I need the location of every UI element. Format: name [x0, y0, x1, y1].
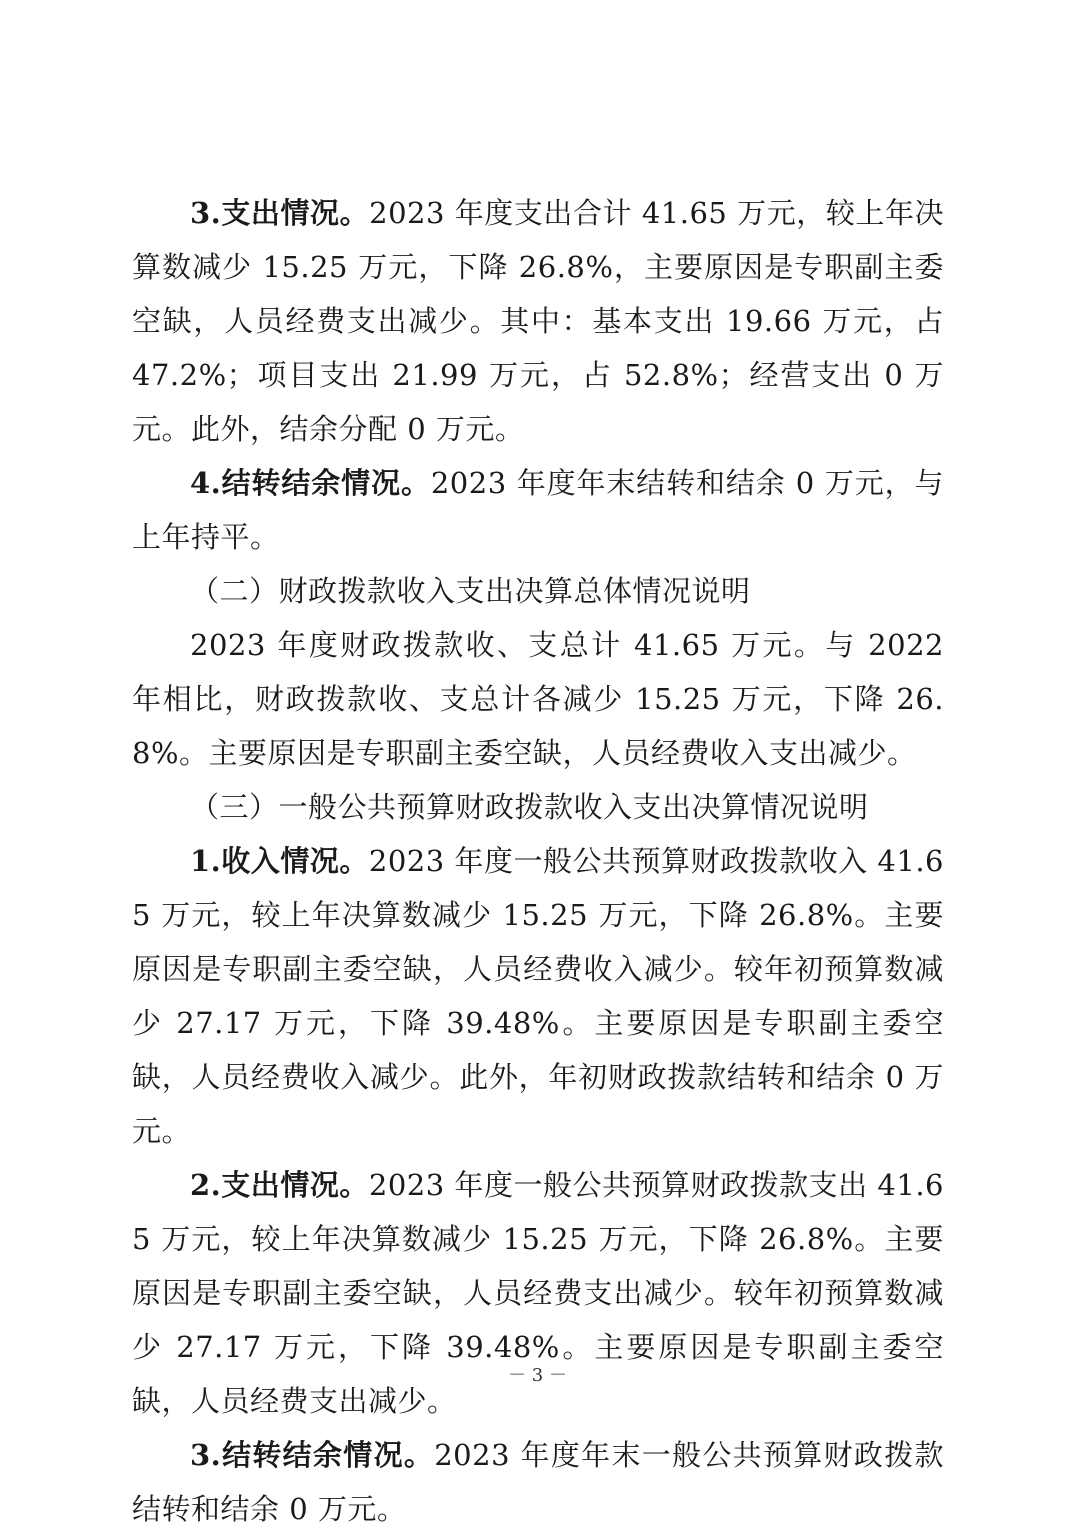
section-heading-2: （二）财政拨款收入支出决算总体情况说明 — [190, 574, 751, 608]
paragraph-carryover — [132, 456, 944, 564]
paragraph-text: 2023 年度支出合计 41.65 万元，较上年决算数减少 15.25 万元，下降 26.8%，主要原因是专职副主委空缺，人员经费支出减少。其中：基本支出 19.66 万元，占 47.2%；项目支出 21.99 万元，占 52.8%；经营支出 0 万元。此外，结余分配 0 万元。 — [132, 196, 945, 446]
paragraph-text: 2023 年度年末一般公共预算财政拨款结转和结余 0 万元。 — [132, 1438, 944, 1526]
paragraph-lead: 3.支出情况。 — [190, 196, 370, 230]
page-number: － 3 － — [508, 1365, 567, 1386]
section-heading-3: （三）一般公共预算财政拨款收入支出决算情况说明 — [190, 790, 869, 824]
paragraph-text: 2023 年度一般公共预算财政拨款支出 41.65 万元，较上年决算数减少 15.25 万元，下降 26.8%。主要原因是专职副主委空缺，人员经费支出减少。较年初预算数减少 27.17 万元，下降 39.48%。主要原因是专职副主委空缺，人员经费支出减少。 — [132, 1168, 944, 1418]
paragraph-text: 2023 年度一般公共预算财政拨款收入 41.65 万元，较上年决算数减少 15.25 万元，下降 26.8%。主要原因是专职副主委空缺，人员经费收入减少。较年初预算数减少 27.17 万元，下降 39.48%。主要原因是专职副主委空缺，人员经费收入减少。此外，年初财政拨款结转和结余 0 万元。 — [132, 844, 944, 1148]
paragraph-text: 2023 年度年末结转和结余 0 万元，与上年持平。 — [132, 466, 944, 554]
paragraph-gp-income — [132, 834, 944, 1158]
paragraph-expenditure — [132, 186, 944, 456]
paragraph-lead: 3.结转结余情况。 — [190, 1438, 435, 1472]
document-body — [132, 186, 944, 1536]
paragraph-section2-body: 2023 年度财政拨款收、支总计 41.65 万元。与 2022 年相比，财政拨款收、支总计各减少 15.25 万元，下降 26.8%。主要原因是专职副主委空缺，人员经费收入支出减少。 — [132, 628, 944, 770]
paragraph-lead: 1.收入情况。 — [190, 844, 369, 878]
paragraph-lead: 4.结转结余情况。 — [190, 466, 431, 500]
paragraph-lead: 2.支出情况。 — [190, 1168, 369, 1202]
paragraph-gp-expenditure — [132, 1158, 944, 1428]
